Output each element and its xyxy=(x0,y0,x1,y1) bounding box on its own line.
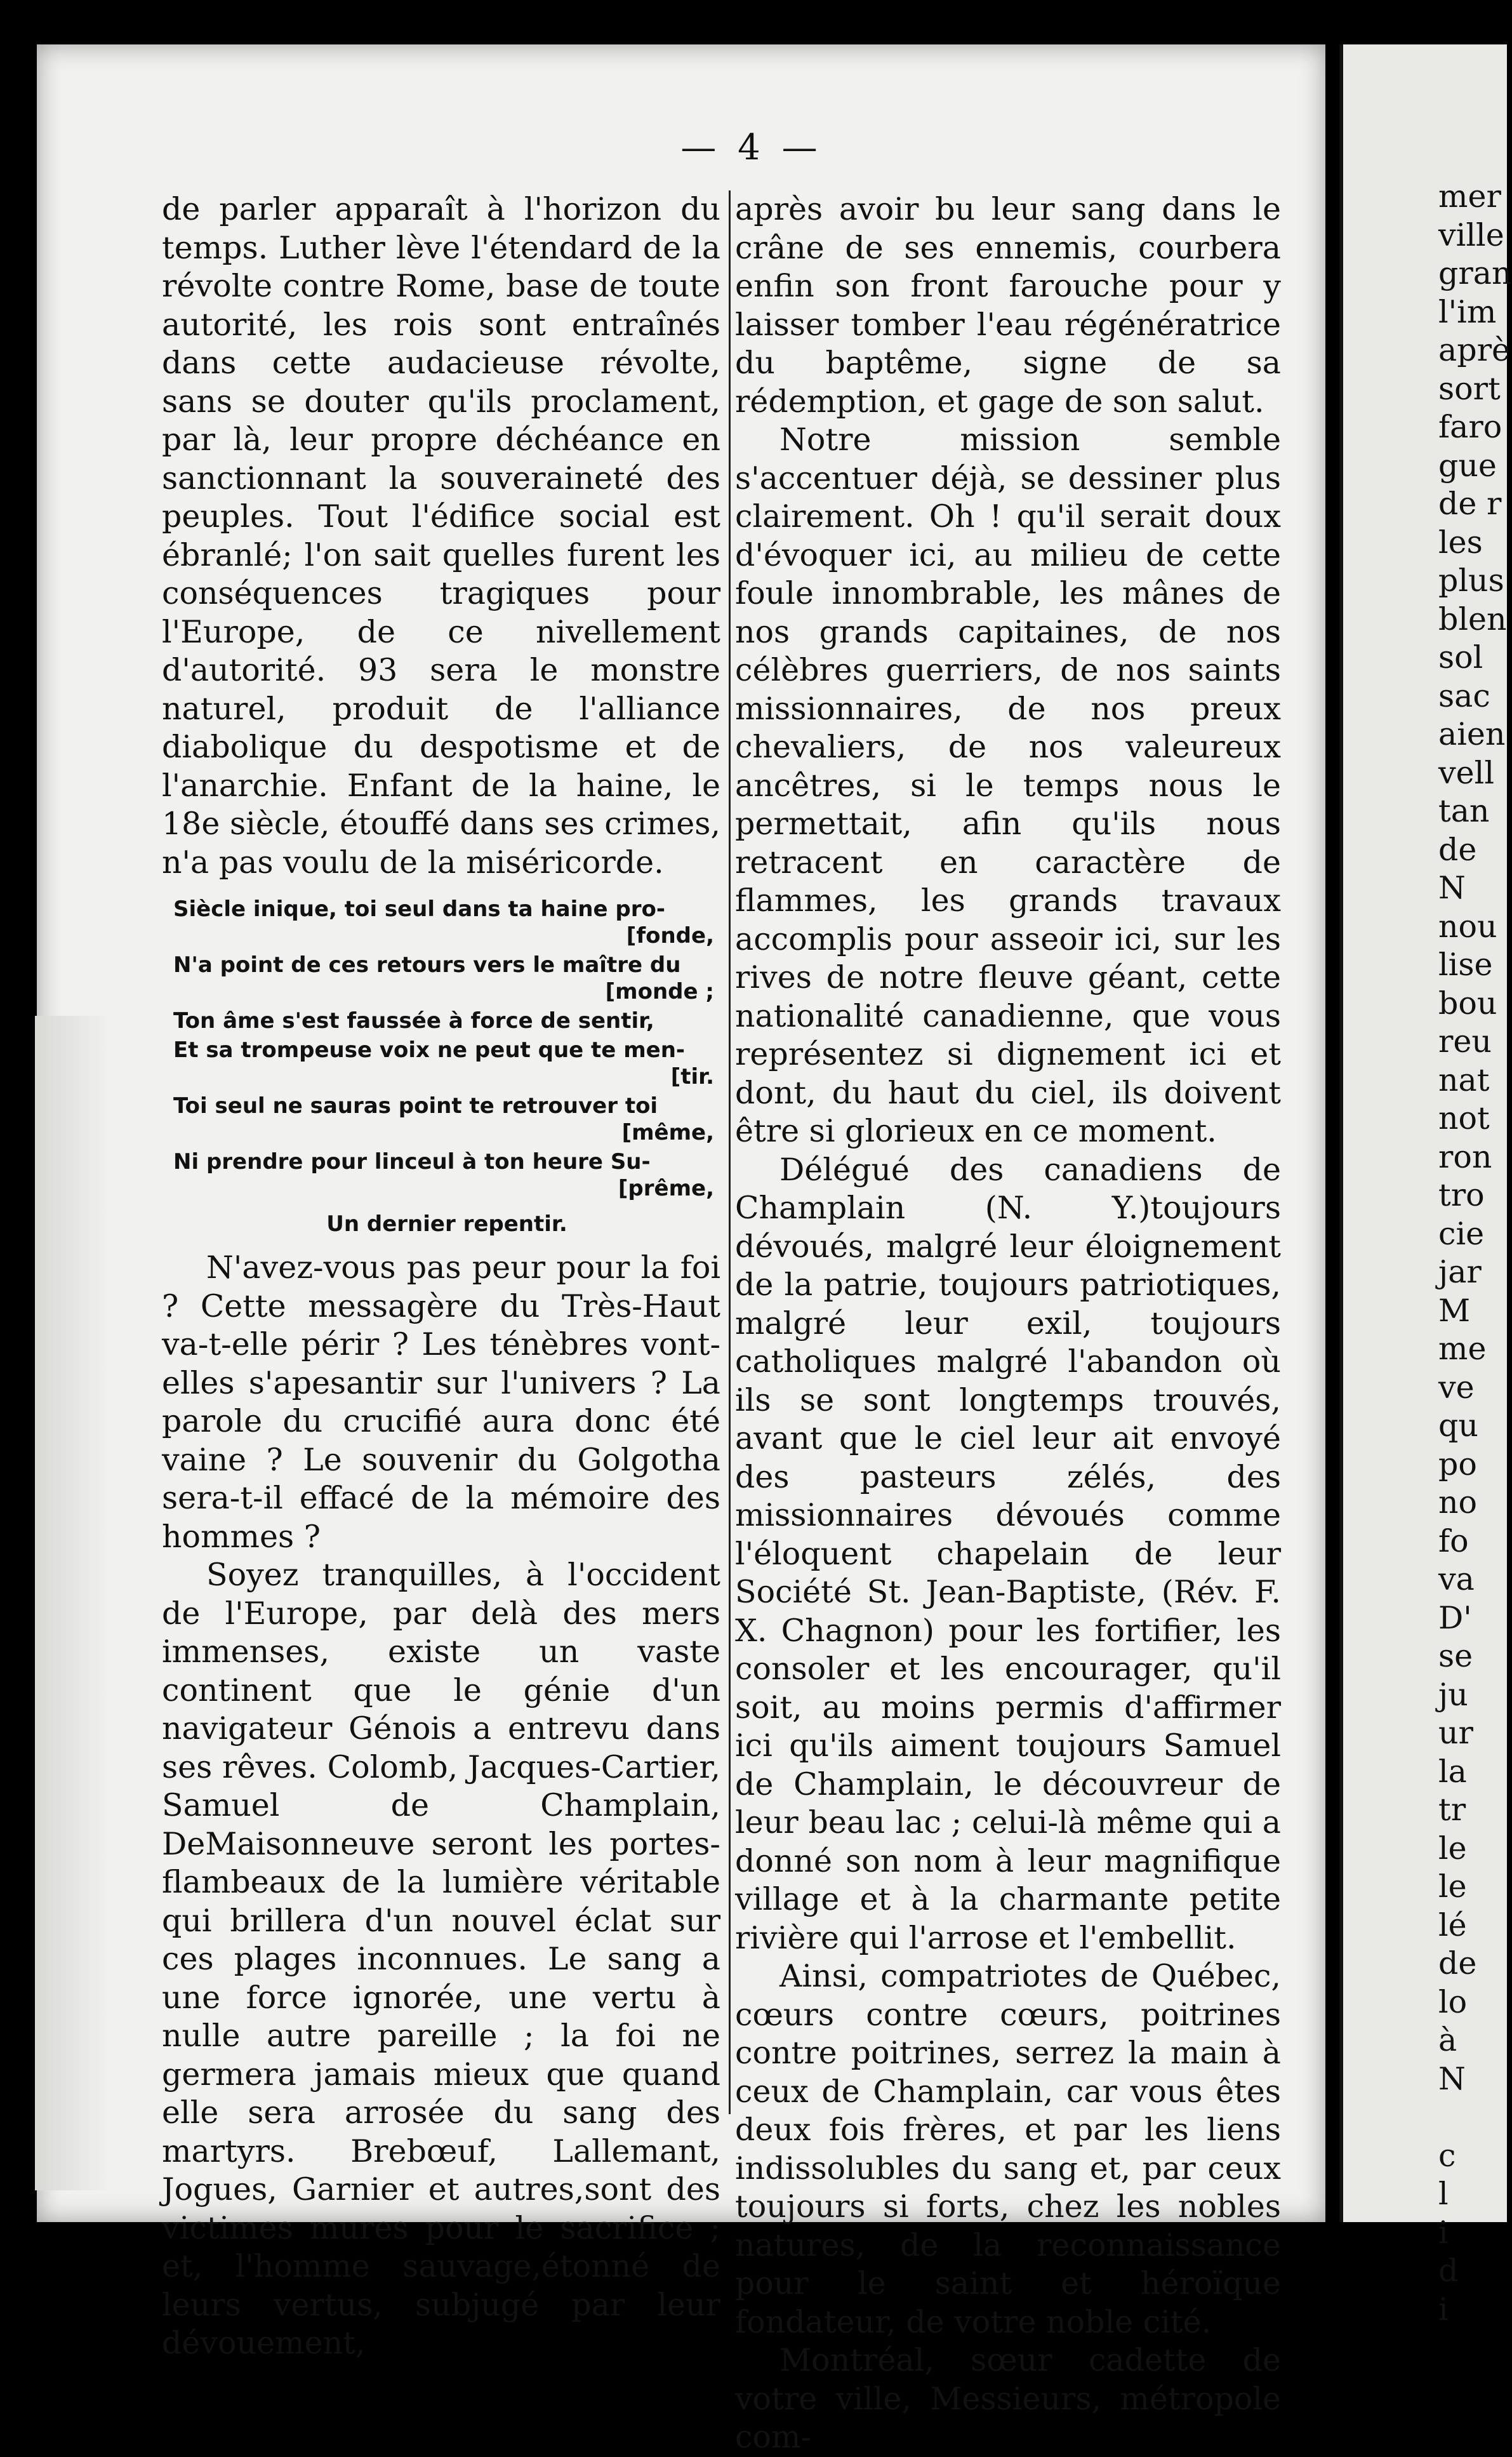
adjacent-page-fragment: lé xyxy=(1438,1907,1467,1943)
column-divider xyxy=(729,190,731,2114)
page-fold-edge xyxy=(35,1016,111,2190)
adjacent-page-fragment: nat xyxy=(1438,1062,1490,1098)
left-paragraph-2: N'avez-vous pas peur pour la foi ? Cette messagère du Très-Haut va-t-elle périr ? Les ténèbres vont-elles s'apesantir sur l'univers ? La parole du crucifié aura donc été vaine ? Le souvenir du Golgotha sera-t-il effacé de la mémoire des hommes ? xyxy=(162,1249,720,1555)
adjacent-page-fragment: se xyxy=(1438,1638,1473,1674)
poem-line: Siècle inique, toi seul dans ta haine pro- [fonde, xyxy=(173,896,714,949)
adjacent-page-fragment: N xyxy=(1438,2060,1466,2097)
adjacent-page-fragment: ve xyxy=(1438,1369,1475,1406)
adjacent-page-fragment: ju xyxy=(1438,1676,1468,1713)
poem-line: Ton âme s'est faussée à force de sentir, xyxy=(173,1008,654,1034)
adjacent-page-fragment: cie xyxy=(1438,1215,1485,1252)
adjacent-page-fragment: vell xyxy=(1438,754,1495,791)
adjacent-page-fragment: faro xyxy=(1438,409,1502,445)
adjacent-page-fragment: d xyxy=(1438,2253,1459,2289)
adjacent-page-fragment: no xyxy=(1438,1484,1478,1521)
adjacent-page-fragment: le xyxy=(1438,1868,1467,1905)
right-paragraph-3: Délégué des canadiens de Champlain (N. Y.)toujours dévoués, malgré leur éloignement de la patrie, toujours patriotiques, malgré leur exil, toujours catholiques malgré l'abandon où ils se sont longtemps trouvés, avant que le ciel leur ait envoyé des pasteurs zélés, des missionnaires dévoués comme l'éloquent chapelain de leur Société St. Jean-Baptiste, (Rév. F. X. Chagnon) pour les fortifier, les consoler et les encourager, qu'il soit, au moins permis d'affirmer ici qu'ils aiment toujours Samuel de Champlain, le découvreur de leur beau lac ; celui-là même qui a donné son nom à leur magnifique village et à la charmante petite rivière qui l'arrose et l'embellit. xyxy=(735,1151,1281,1956)
adjacent-page-fragment: qu xyxy=(1438,1408,1478,1444)
adjacent-page-fragment: gue xyxy=(1438,447,1497,484)
adjacent-page-fragment: aien xyxy=(1438,716,1506,752)
poem-quote xyxy=(173,896,720,1237)
adjacent-page-fragment: not xyxy=(1438,1100,1490,1136)
right-paragraph-4: Ainsi, compatriotes de Québec, cœurs contre cœurs, poitrines contre poitrines, serrez la main à ceux de Champlain, car vous êtes deux fois frères, et par les liens indissolubles du sang et, par ceux toujours si forts, chez les nobles natures, de la reconnaissance pour le saint et héroïque fondateur, de votre noble cité. xyxy=(735,1958,1281,2340)
right-paragraph-2: Notre mission semble s'accentuer déjà, se dessiner plus clairement. Oh ! qu'il serait doux d'évoquer ici, au milieu de cette foule innombrable, les mânes de nos grands capitaines, de nos célèbres guerriers, de nos saints missionnaires, de nos preux chevaliers, de nos valeureux ancêtres, si le temps nous le permettait, afin qu'ils nous retracent en caractère de flammes, les grands travaux accomplis pour asseoir ici, sur les rives de notre fleuve géant, cette nationalité canadienne, que vous représentez si dignement ici et dont, du haut du ciel, ils doivent être si glorieux en ce moment. xyxy=(735,422,1281,1149)
adjacent-page-fragment: le xyxy=(1438,1830,1467,1867)
adjacent-page-fragment: lise xyxy=(1438,947,1493,983)
adjacent-page-fragment: reu xyxy=(1438,1023,1492,1060)
adjacent-page-fragment: tr xyxy=(1438,1792,1466,1828)
poem-line: Toi seul ne sauras point te retrouver toi [même, xyxy=(173,1093,714,1145)
adjacent-page-fragment: l'im xyxy=(1438,293,1497,330)
left-column xyxy=(162,190,720,2363)
adjacent-page-fragment xyxy=(1343,2098,1507,2137)
poem-line: N'a point de ces retours vers le maître du [monde ; xyxy=(173,952,714,1004)
adjacent-page-fragment: sol xyxy=(1438,639,1483,676)
adjacent-page-fragment: M xyxy=(1438,1292,1471,1329)
adjacent-page-fragment: mer xyxy=(1438,178,1501,215)
poem-final-line: Un dernier repentir. xyxy=(326,1211,567,1237)
adjacent-page-fragment: sac xyxy=(1438,677,1490,714)
poem-line: Ni prendre pour linceul à ton heure Su- [prême, xyxy=(173,1149,714,1201)
adjacent-page-fragment: sort xyxy=(1438,370,1501,407)
adjacent-page-fragment: D' xyxy=(1438,1599,1472,1636)
adjacent-page-fragment: me xyxy=(1438,1331,1487,1367)
adjacent-page-fragment: jar xyxy=(1438,1254,1482,1290)
adjacent-page-fragment: ville xyxy=(1438,216,1504,253)
adjacent-page-fragment: de r xyxy=(1438,486,1502,522)
adjacent-page-fragment: ur xyxy=(1438,1715,1473,1751)
adjacent-page-fragment: fo xyxy=(1438,1522,1469,1559)
adjacent-page-fragment: les xyxy=(1438,524,1483,561)
adjacent-page-fragment: i xyxy=(1438,2214,1449,2251)
adjacent-page-fragment: i xyxy=(1438,2291,1449,2327)
adjacent-page-fragment: c xyxy=(1438,2137,1456,2174)
adjacent-page-fragment: à xyxy=(1438,2022,1457,2058)
right-paragraph-1: après avoir bu leur sang dans le crâne de ses ennemis, courbera enfin son front farouche pour y laisser tomber l'eau régénératrice du baptême, signe de sa rédemption, et gage de son salut. xyxy=(735,191,1281,420)
adjacent-page-fragment: N xyxy=(1438,870,1466,906)
adjacent-page-fragment: blen xyxy=(1438,601,1507,637)
adjacent-page-fragment: la xyxy=(1438,1753,1467,1790)
adjacent-page-fragment: lo xyxy=(1438,1983,1468,2020)
right-column xyxy=(735,190,1281,2457)
adjacent-page-fragment: l xyxy=(1438,2176,1449,2212)
adjacent-page-fragment: bou xyxy=(1438,985,1497,1022)
left-paragraph-1: de parler apparaît à l'horizon du temps. Luther lève l'étendard de la révolte contre Rome, base de toute autorité, les rois sont entraînés dans cette audacieuse révolte, sans se douter qu'ils proclament, par là, leur propre déchéance en sanctionnant la souveraineté des peuples. Tout l'édifice social est ébranlé; l'on sait quelles furent les conséquences tragiques pour l'Europe, de ce nivellement d'autorité. 93 sera le monstre naturel, produit de l'alliance diabolique du despotisme et de l'anarchie. Enfant de la haine, le 18e siècle, étouffé dans ses crimes, n'a pas voulu de la miséricorde. xyxy=(162,191,720,881)
adjacent-page-fragment: va xyxy=(1438,1561,1475,1597)
adjacent-page-fragment: gran xyxy=(1438,255,1512,291)
left-paragraph-3: Soyez tranquilles, à l'occident de l'Europe, par delà des mers immenses, existe un vaste continent que le génie d'un navigateur Génois a entrevu dans ses rêves. Colomb, Jacques-Cartier, Samuel de Champlain, DeMaisonneuve seront les portes-flambeaux de la lumière véritable qui brillera d'un nouvel éclat sur ces plages inconnues. Le sang a une force ignorée, une vertu à nulle autre pareille ; la foi ne germera jamais mieux que quand elle sera arrosée du sang des martyrs. Brebœuf, Lallemant, Jogues, Garnier et autres,sont des victimes mures pour le sacrifice ; et, l'homme sauvage,étonné de leurs vertus, subjugé par leur dévouement, xyxy=(162,1557,720,2361)
adjacent-page-fragment: tan xyxy=(1438,793,1490,829)
adjacent-page-strip xyxy=(1339,44,1512,2327)
page-number: — 4 — xyxy=(680,127,823,168)
adjacent-page-fragment: aprè xyxy=(1438,332,1511,368)
adjacent-page-fragment: po xyxy=(1438,1446,1477,1482)
adjacent-page-fragment: plus xyxy=(1438,563,1504,599)
right-paragraph-5: Montréal, sœur cadette de votre ville, Messieurs, métropole com- xyxy=(735,2342,1281,2455)
poem-line: Et sa trompeuse voix ne peut que te men- [tir. xyxy=(173,1037,714,1089)
adjacent-page-fragment: ron xyxy=(1438,1138,1492,1175)
adjacent-page-fragment: de xyxy=(1438,1945,1477,1981)
adjacent-page-fragment: de xyxy=(1438,831,1477,868)
adjacent-page-fragment: nou xyxy=(1438,908,1497,945)
adjacent-page-fragment: tro xyxy=(1438,1177,1485,1213)
